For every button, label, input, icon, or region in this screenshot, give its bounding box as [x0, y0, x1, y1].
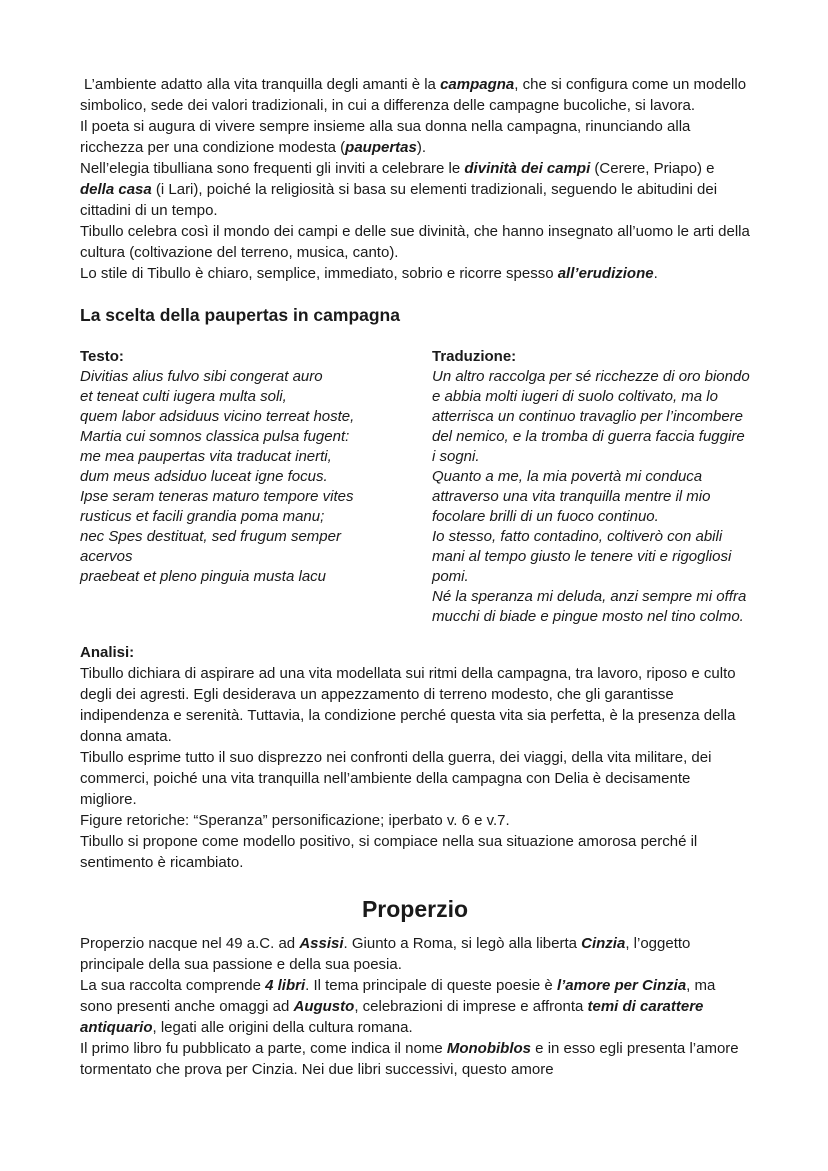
emphasized-text: 4 libri — [265, 977, 306, 994]
emphasized-text: Assisi — [299, 935, 344, 952]
text-line: nec Spes destituat, sed frugum semper — [80, 528, 341, 545]
translation-text — [432, 367, 750, 627]
text-line: Ipse seram teneras maturo tempore vites — [80, 488, 354, 505]
text-line: Io stesso, fatto contadino, coltiverò con abili mani al tempo giusto le tenere viti e rigogliosi pomi. — [432, 528, 732, 585]
emphasized-text: divinità dei campi — [464, 160, 591, 177]
paragraph — [80, 1038, 750, 1080]
text-line: Un altro raccolga per sé ricchezze di oro biondo e abbia molti iugeri di suolo coltivato, ma lo atterrisca un continuo travaglio per l’incombere del nemico, e la tromba di guerra faccia fuggire i sogni. — [432, 368, 750, 465]
text-line: me mea paupertas vita traducat inerti, — [80, 448, 332, 465]
body-text: La sua raccolta comprende — [80, 977, 266, 994]
text-line: quem labor adsiduus vicino terreat hoste, — [80, 408, 355, 425]
emphasized-text: paupertas — [345, 139, 417, 156]
emphasized-text: Augusto — [293, 998, 355, 1015]
emphasized-text: Monobiblos — [446, 1040, 532, 1057]
traduzione-label: Traduzione: — [432, 348, 517, 365]
paragraph — [80, 116, 750, 158]
text-line: Martia cui somnos classica pulsa fugent: — [80, 428, 350, 445]
testo-label: Testo: — [80, 348, 124, 365]
body-text: (i Lari), poiché la religiosità si basa su elementi tradizionali, seguendo le abitudini dei cittadini di un tempo. — [80, 181, 718, 219]
body-text: , l’oggetto principale della sua passione e della sua poesia. — [80, 935, 691, 973]
text-line: Quanto a me, la mia povertà mi conduca attraverso una vita tranquilla mentre il mio focolare brilli di un fuoco continuo. — [432, 468, 711, 525]
text-line: Né la speranza mi deluda, anzi sempre mi offra mucchi di biade e pingue mosto nel tino colmo. — [432, 588, 747, 625]
body-text: Tibullo celebra così il mondo dei campi e delle sue divinità, che hanno insegnato all’uomo le arti della cultura (coltivazione del terreno, musica, canto). — [80, 223, 750, 261]
analisi-label: Analisi: — [80, 644, 135, 661]
paragraph — [80, 263, 750, 284]
analisi-section — [80, 643, 750, 873]
body-text: , che si configura come un modello simbolico, sede dei valori tradizionali, in cui a differenza delle campagne bucoliche, si lavora. — [80, 76, 747, 114]
body-text: Il poeta si augura di vivere sempre insieme alla sua donna nella campagna, rinunciando alla ricchezza per una condizione modesta ( — [80, 118, 691, 156]
body-text: L’ambiente adatto alla vita tranquilla degli amanti è la — [84, 76, 441, 93]
body-text: Lo stile di Tibullo è chiaro, semplice, immediato, sobrio e ricorre spesso — [80, 265, 558, 282]
emphasized-text: l’amore per Cinzia — [556, 977, 687, 994]
body-text: , legati alle origini della cultura romana. — [152, 1019, 413, 1036]
text-line: et teneat culti iugera multa soli, — [80, 388, 287, 405]
body-text: Il primo libro fu pubblicato a parte, come indica il nome — [80, 1040, 447, 1057]
tibullo-intro-section — [80, 74, 750, 284]
paragraph — [80, 158, 750, 221]
text-line: acervos — [80, 548, 133, 565]
translation-column — [432, 347, 750, 627]
body-text: ). — [416, 139, 427, 156]
latin-text-column — [80, 347, 390, 627]
text-line: Figure retoriche: “Speranza” personificazione; iperbato v. 6 e v.7. — [80, 812, 510, 829]
paupertas-section-heading: La scelta della paupertas in campagna — [80, 305, 400, 325]
emphasized-text: temi di carattere antiquario — [80, 998, 704, 1036]
body-text: . Giunto a Roma, si legò alla liberta — [343, 935, 582, 952]
body-text: , ma sono presenti anche omaggi ad — [80, 977, 716, 1015]
emphasized-text: della casa — [80, 181, 152, 198]
text-line: Tibullo si propone come modello positivo, si compiace nella sua situazione amorosa perché il sentimento è ricambiato. — [80, 833, 698, 871]
analisi-paragraphs — [80, 663, 750, 873]
text-line: rusticus et facili grandia poma manu; — [80, 508, 325, 525]
paragraph — [80, 933, 750, 975]
text-line: dum meus adsiduo luceat igne focus. — [80, 468, 328, 485]
properzio-heading: Properzio — [361, 896, 469, 922]
paragraph — [80, 74, 750, 116]
body-text: Nell’elegia tibulliana sono frequenti gli inviti a celebrare le — [80, 160, 465, 177]
paragraph — [80, 975, 750, 1038]
body-text: . Il tema principale di queste poesie è — [305, 977, 557, 994]
emphasized-text: campagna — [440, 76, 515, 93]
paragraph — [80, 221, 750, 263]
emphasized-text: Cinzia — [581, 935, 626, 952]
body-text: Properzio nacque nel 49 a.C. ad — [80, 935, 300, 952]
properzio-section — [80, 933, 750, 1080]
text-translation-columns — [80, 347, 750, 627]
body-text: e in esso egli presenta l’amore tormentato che prova per Cinzia. Nei due libri successivi, questo amore — [80, 1040, 739, 1078]
body-text: . — [653, 265, 658, 282]
body-text: (Cerere, Priapo) e — [590, 160, 715, 177]
emphasized-text: all’erudizione — [557, 265, 654, 282]
text-line: Tibullo dichiara di aspirare ad una vita modellata sui ritmi della campagna, tra lavoro, riposo e culto degli dei agresti. Egli desiderava un appezzamento di terreno modesto, che gli garantisse indipendenza e serenità. Tuttavia, la condizione perché questa vita sia perfetta, è la presenza della donna amata. — [80, 665, 736, 745]
text-line: praebeat et pleno pinguia musta lacu — [80, 568, 327, 585]
text-line: Tibullo esprime tutto il suo disprezzo nei confronti della guerra, dei viaggi, della vita militare, dei commerci, poiché una vita tranquilla nell’ambiente della campagna con Delia è decisamente migliore. — [80, 749, 712, 808]
body-text: , celebrazioni di imprese e affronta — [354, 998, 588, 1015]
text-line: Divitias alius fulvo sibi congerat auro — [80, 368, 323, 385]
latin-poem — [80, 367, 390, 587]
